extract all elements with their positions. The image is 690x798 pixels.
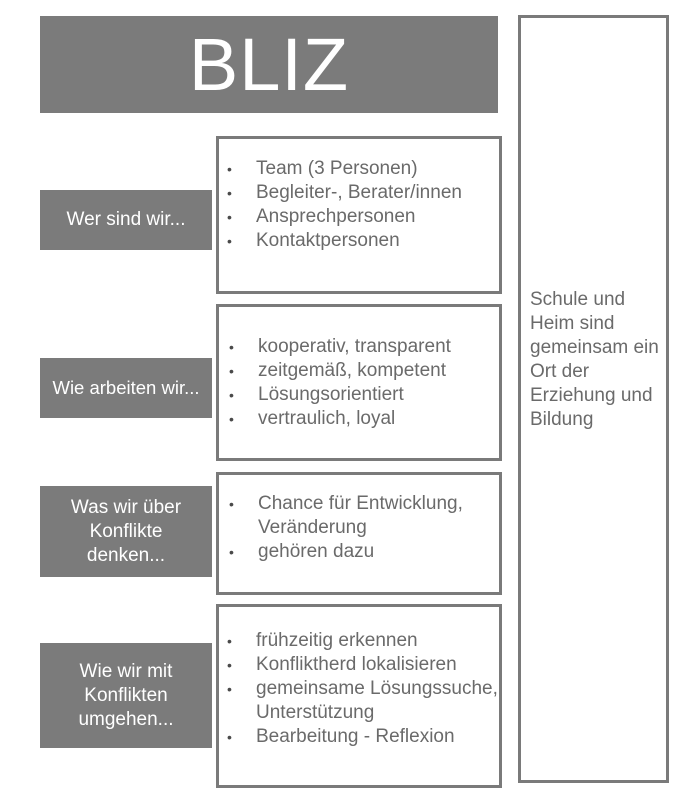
section-box-konflikte-denken xyxy=(216,472,502,595)
list-item: • kooperativ, transparent xyxy=(229,336,451,357)
bullet-list xyxy=(227,157,557,253)
section-box-konflikten-umgehen xyxy=(216,604,502,788)
section-box-wer-sind-wir xyxy=(216,136,502,294)
list-item: • frühzeitig erkennen xyxy=(227,630,418,651)
page-title: BLIZ xyxy=(40,16,498,113)
section-box-wie-arbeiten-wir xyxy=(216,304,502,461)
list-item: • Chance für Entwicklung, Veränderung xyxy=(229,493,463,538)
list-item: • vertraulich, loyal xyxy=(229,408,396,429)
bullet-list xyxy=(229,492,494,564)
list-item: • Lösungsorientiert xyxy=(229,384,404,405)
list-item: • Ansprechpersonen xyxy=(227,206,416,227)
section-label-wie-arbeiten-wir: Wie arbeiten wir... xyxy=(40,358,212,418)
list-item: • zeitgemäß, kompetent xyxy=(229,360,446,381)
side-panel-text: Schule und Heim sind gemeinsam ein Ort der Erziehung und Bildung xyxy=(530,289,659,430)
bullet-list xyxy=(229,335,559,431)
list-item: • gehören dazu xyxy=(229,541,375,562)
list-item: • Kontaktpersonen xyxy=(227,230,400,251)
section-label-wer-sind-wir: Wer sind wir... xyxy=(40,190,212,250)
list-item: • gemeinsame Lösungssuche, Unterstützung xyxy=(227,678,498,723)
section-label-konflikten-umgehen: Wie wir mit Konflikten umgehen... xyxy=(40,643,212,748)
list-item: • Konfliktherd lokalisieren xyxy=(227,654,457,675)
bullet-list xyxy=(227,629,527,749)
list-item: • Team (3 Personen) xyxy=(227,158,418,179)
list-item: • Begleiter-, Berater/innen xyxy=(227,182,462,203)
section-label-konflikte-denken: Was wir über Konflikte denken... xyxy=(40,486,212,577)
list-item: • Bearbeitung - Reflexion xyxy=(227,726,455,747)
